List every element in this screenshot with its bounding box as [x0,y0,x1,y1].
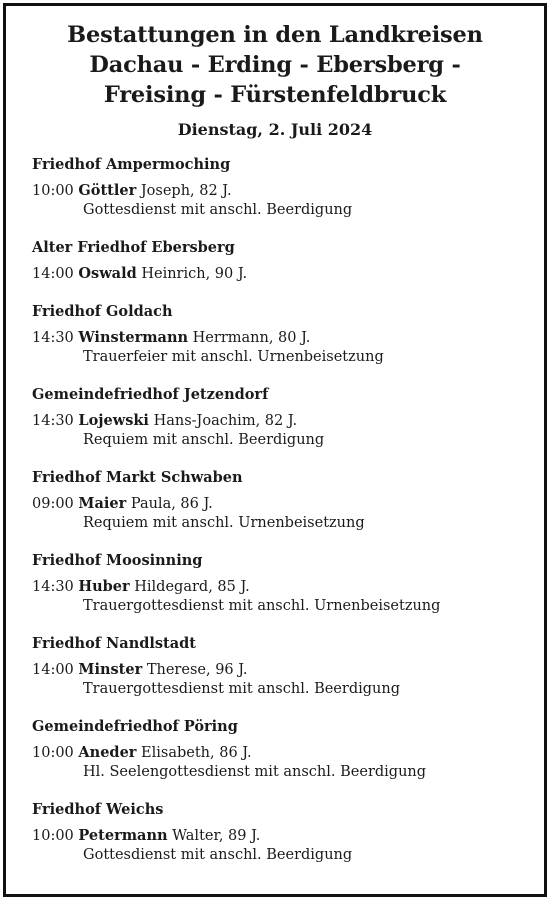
deceased-surname: Oswald [78,265,137,282]
deceased-given-name-age: Paula, 86 J. [130,496,213,512]
deceased-surname: Minster [78,661,143,678]
cemetery-section [32,717,536,782]
cemetery-name: Friedhof Markt Schwaben [32,469,243,486]
notice-date: Dienstag, 2. Juli 2024 [177,120,373,139]
deceased-given-name-age: Hildegard, 85 J. [134,579,250,595]
service-type: Requiem mit anschl. Beerdigung [83,432,325,448]
burial-time: 14:30 [32,413,74,429]
cemetery-name: Friedhof Weichs [32,801,164,818]
deceased-surname: Huber [78,578,130,595]
deceased-given-name-age: Herrmann, 80 J. [192,330,311,346]
cemetery-section [32,238,536,284]
deceased-surname: Maier [78,495,127,512]
cemetery-list [6,155,544,865]
cemetery-section [32,155,536,220]
cemetery-name: Friedhof Nandlstadt [32,635,196,652]
deceased-given-name-age: Heinrich, 90 J. [141,266,248,282]
burial-entry [32,743,536,763]
burial-time: 14:00 [32,662,74,678]
cemetery-section [32,551,536,616]
service-type: Gottesdienst mit anschl. Beerdigung [83,847,353,863]
service-type: Trauergottesdienst mit anschl. Urnenbeisetzung [83,598,441,614]
cemetery-name: Alter Friedhof Ebersberg [32,239,235,256]
cemetery-section [32,302,536,367]
burial-entry [32,577,536,597]
deceased-given-name-age: Therese, 96 J. [146,662,248,678]
notice-header [6,6,544,140]
deceased-surname: Winstermann [78,329,189,346]
burial-entry [32,660,536,680]
cemetery-name: Friedhof Moosinning [32,552,203,569]
cemetery-name: Gemeindefriedhof Jetzendorf [32,386,269,403]
cemetery-section [32,800,536,865]
cemetery-section [32,634,536,699]
service-type: Hl. Seelengottesdienst mit anschl. Beerdigung [83,764,427,780]
burial-entry [32,328,536,348]
burial-time: 14:30 [32,330,74,346]
service-type: Gottesdienst mit anschl. Beerdigung [83,202,353,218]
deceased-given-name-age: Walter, 89 J. [172,828,261,844]
notice-title-line-1: Bestattungen in den Landkreisen [67,22,483,48]
cemetery-section [32,468,536,533]
notice-frame [3,3,547,897]
burial-entry [32,494,536,514]
deceased-given-name-age: Hans-Joachim, 82 J. [153,413,298,429]
notice-title-line-3: Freising - Fürstenfeldbruck [103,82,447,108]
burial-time: 09:00 [32,496,74,512]
burial-time: 14:30 [32,579,74,595]
deceased-surname: Lojewski [78,412,149,429]
burial-entry [32,181,536,201]
burial-time: 10:00 [32,183,74,199]
burial-time: 10:00 [32,745,74,761]
cemetery-name: Friedhof Ampermoching [32,156,231,173]
cemetery-section [32,385,536,450]
cemetery-name: Friedhof Goldach [32,303,173,320]
service-type: Requiem mit anschl. Urnenbeisetzung [83,515,365,531]
burial-time: 14:00 [32,266,74,282]
cemetery-name: Gemeindefriedhof Pöring [32,718,238,735]
deceased-surname: Aneder [78,744,137,761]
burial-entry [32,411,536,431]
service-type: Trauerfeier mit anschl. Urnenbeisetzung [83,349,384,365]
notice-title-line-2: Dachau - Erding - Ebersberg - [89,52,461,78]
deceased-given-name-age: Elisabeth, 86 J. [141,745,252,761]
burial-entry [32,264,536,284]
deceased-given-name-age: Joseph, 82 J. [140,183,232,199]
deceased-surname: Göttler [78,182,137,199]
burial-entry [32,826,536,846]
service-type: Trauergottesdienst mit anschl. Beerdigung [83,681,400,697]
deceased-surname: Petermann [78,827,168,844]
burial-time: 10:00 [32,828,74,844]
